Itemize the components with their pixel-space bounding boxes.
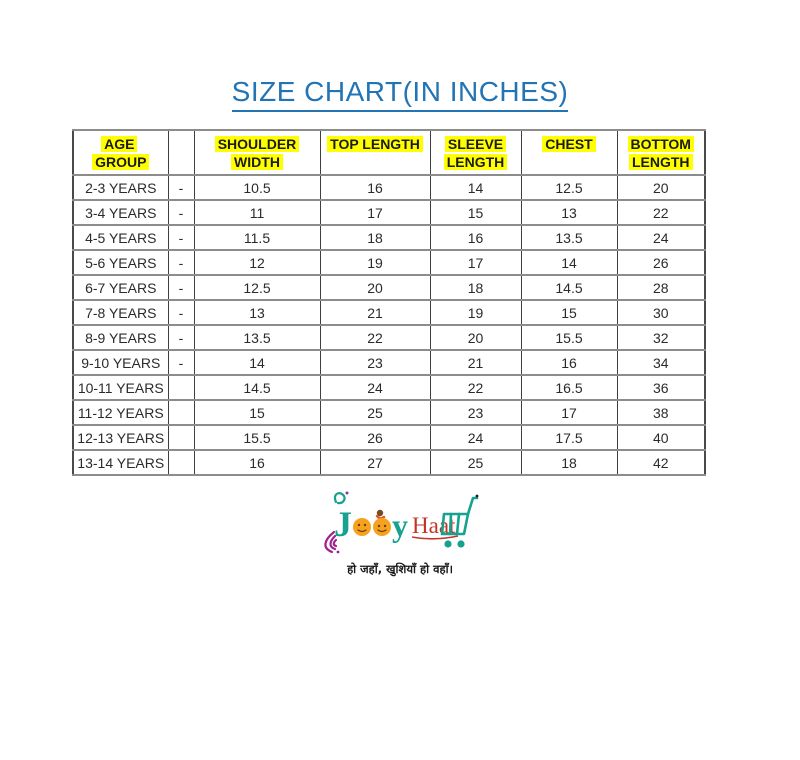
header-shoulder-width: SHOULDER WIDTH bbox=[194, 130, 320, 175]
value-cell: 23 bbox=[430, 400, 521, 425]
value-cell: 26 bbox=[320, 425, 430, 450]
table-row bbox=[73, 375, 705, 400]
dash-cell bbox=[168, 450, 194, 475]
value-cell: 14 bbox=[430, 175, 521, 200]
value-cell: 21 bbox=[320, 300, 430, 325]
value-cell: 21 bbox=[430, 350, 521, 375]
header-sleeve-length: SLEEVE LENGTH bbox=[430, 130, 521, 175]
value-cell: 17 bbox=[521, 400, 617, 425]
age-cell: 10-11 YEARS bbox=[73, 375, 168, 400]
table-row bbox=[73, 200, 705, 225]
joy-haat-logo-icon bbox=[320, 488, 480, 560]
value-cell: 22 bbox=[320, 325, 430, 350]
table-row bbox=[73, 175, 705, 200]
header-bottom-length: BOTTOM LENGTH bbox=[617, 130, 705, 175]
value-cell: 15 bbox=[521, 300, 617, 325]
header-empty bbox=[168, 130, 194, 175]
dash-cell: - bbox=[168, 225, 194, 250]
age-cell: 5-6 YEARS bbox=[73, 250, 168, 275]
dash-cell: - bbox=[168, 175, 194, 200]
value-cell: 32 bbox=[617, 325, 705, 350]
age-cell: 4-5 YEARS bbox=[73, 225, 168, 250]
dash-cell: - bbox=[168, 200, 194, 225]
value-cell: 25 bbox=[430, 450, 521, 475]
value-cell: 38 bbox=[617, 400, 705, 425]
value-cell: 16.5 bbox=[521, 375, 617, 400]
value-cell: 11 bbox=[194, 200, 320, 225]
value-cell: 17 bbox=[430, 250, 521, 275]
value-cell: 25 bbox=[320, 400, 430, 425]
age-cell: 9-10 YEARS bbox=[73, 350, 168, 375]
value-cell: 15.5 bbox=[521, 325, 617, 350]
value-cell: 26 bbox=[617, 250, 705, 275]
dash-cell: - bbox=[168, 275, 194, 300]
value-cell: 15.5 bbox=[194, 425, 320, 450]
dash-cell: - bbox=[168, 300, 194, 325]
dash-cell bbox=[168, 425, 194, 450]
table-row bbox=[73, 275, 705, 300]
value-cell: 20 bbox=[320, 275, 430, 300]
value-cell: 22 bbox=[430, 375, 521, 400]
value-cell: 19 bbox=[430, 300, 521, 325]
value-cell: 23 bbox=[320, 350, 430, 375]
table-row bbox=[73, 350, 705, 375]
table-body bbox=[73, 175, 705, 475]
logo-j-letter: J bbox=[334, 504, 352, 544]
header-age-group: AGE GROUP bbox=[73, 130, 168, 175]
page-title: SIZE CHART(IN INCHES) bbox=[232, 76, 569, 112]
value-cell: 20 bbox=[617, 175, 705, 200]
table-row bbox=[73, 300, 705, 325]
age-cell: 7-8 YEARS bbox=[73, 300, 168, 325]
age-cell: 3-4 YEARS bbox=[73, 200, 168, 225]
value-cell: 34 bbox=[617, 350, 705, 375]
value-cell: 18 bbox=[320, 225, 430, 250]
value-cell: 17.5 bbox=[521, 425, 617, 450]
value-cell: 15 bbox=[430, 200, 521, 225]
smiley-o-icon bbox=[353, 518, 371, 536]
logo-haat-word: Haat bbox=[412, 513, 456, 538]
value-cell: 36 bbox=[617, 375, 705, 400]
value-cell: 42 bbox=[617, 450, 705, 475]
value-cell: 24 bbox=[430, 425, 521, 450]
value-cell: 16 bbox=[194, 450, 320, 475]
value-cell: 19 bbox=[320, 250, 430, 275]
value-cell: 15 bbox=[194, 400, 320, 425]
value-cell: 27 bbox=[320, 450, 430, 475]
value-cell: 14.5 bbox=[194, 375, 320, 400]
dash-cell: - bbox=[168, 250, 194, 275]
value-cell: 14 bbox=[521, 250, 617, 275]
brand-tagline: हो जहाँ, खुशियाँ हो वहाँ। bbox=[347, 562, 453, 576]
value-cell: 14 bbox=[194, 350, 320, 375]
value-cell: 13 bbox=[521, 200, 617, 225]
table-row bbox=[73, 450, 705, 475]
value-cell: 13.5 bbox=[521, 225, 617, 250]
dash-cell bbox=[168, 375, 194, 400]
value-cell: 16 bbox=[521, 350, 617, 375]
age-cell: 2-3 YEARS bbox=[73, 175, 168, 200]
age-cell: 12-13 YEARS bbox=[73, 425, 168, 450]
dash-cell: - bbox=[168, 350, 194, 375]
value-cell: 20 bbox=[430, 325, 521, 350]
value-cell: 13.5 bbox=[194, 325, 320, 350]
dash-cell bbox=[168, 400, 194, 425]
value-cell: 24 bbox=[320, 375, 430, 400]
value-cell: 11.5 bbox=[194, 225, 320, 250]
table-row bbox=[73, 250, 705, 275]
logo-y-letter: y bbox=[392, 507, 408, 543]
table-row bbox=[73, 225, 705, 250]
value-cell: 16 bbox=[320, 175, 430, 200]
value-cell: 14.5 bbox=[521, 275, 617, 300]
table-row bbox=[73, 425, 705, 450]
value-cell: 28 bbox=[617, 275, 705, 300]
value-cell: 16 bbox=[430, 225, 521, 250]
value-cell: 18 bbox=[521, 450, 617, 475]
age-cell: 13-14 YEARS bbox=[73, 450, 168, 475]
title-row bbox=[0, 76, 800, 112]
value-cell: 18 bbox=[430, 275, 521, 300]
header-row bbox=[73, 130, 705, 175]
header-chest: CHEST bbox=[521, 130, 617, 175]
value-cell: 12 bbox=[194, 250, 320, 275]
leaf-swirl-icon bbox=[335, 492, 349, 504]
table-row bbox=[73, 400, 705, 425]
brand-logo bbox=[0, 488, 800, 577]
value-cell: 40 bbox=[617, 425, 705, 450]
age-cell: 8-9 YEARS bbox=[73, 325, 168, 350]
value-cell: 30 bbox=[617, 300, 705, 325]
value-cell: 10.5 bbox=[194, 175, 320, 200]
kid-on-o-icon bbox=[373, 510, 391, 536]
value-cell: 24 bbox=[617, 225, 705, 250]
dash-cell: - bbox=[168, 325, 194, 350]
header-top-length: TOP LENGTH bbox=[320, 130, 430, 175]
table-header bbox=[73, 130, 705, 175]
age-cell: 6-7 YEARS bbox=[73, 275, 168, 300]
age-cell: 11-12 YEARS bbox=[73, 400, 168, 425]
value-cell: 17 bbox=[320, 200, 430, 225]
value-cell: 12.5 bbox=[521, 175, 617, 200]
table-row bbox=[73, 325, 705, 350]
size-chart-table bbox=[72, 129, 706, 476]
value-cell: 12.5 bbox=[194, 275, 320, 300]
value-cell: 22 bbox=[617, 200, 705, 225]
value-cell: 13 bbox=[194, 300, 320, 325]
